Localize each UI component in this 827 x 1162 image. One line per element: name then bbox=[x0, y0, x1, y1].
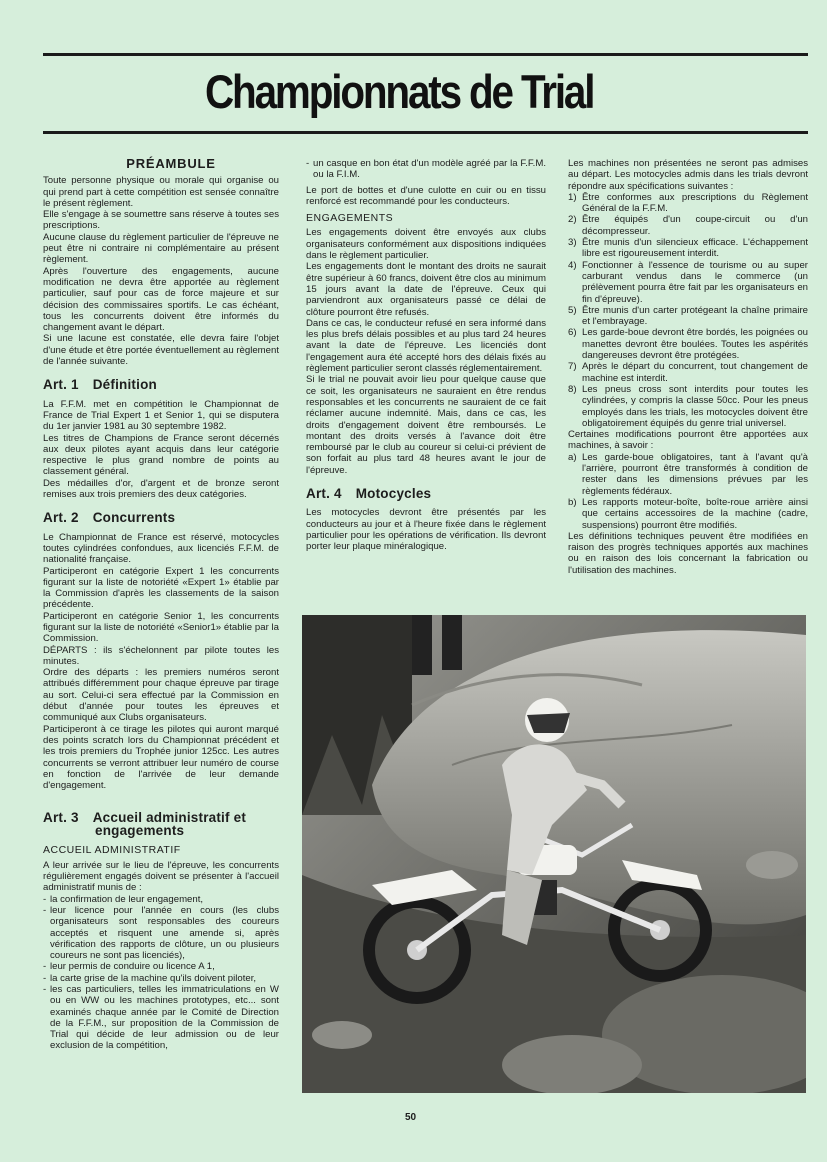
list-item: a) Les garde-boue obligatoires, tant à l'avant qu'à l'arrière, pourront être transformés à condition de rester dans les dimensions prévues par les règlements fédéraux. bbox=[568, 451, 808, 497]
list-item: 3) Être munis d'un silencieux efficace. L'échappement libre est rigoureusement interdit. bbox=[568, 237, 808, 260]
list-item: b) Les rapports moteur-boîte, boîte-roue arrière ainsi que certains accessoires de la machine (cadre, suspensions) pourront être modifiés. bbox=[568, 496, 808, 531]
list-item: - la carte grise de la machine qu'ils doivent piloter, bbox=[43, 972, 257, 984]
list-item: - un casque en bon état d'un modèle agréé par la F.F.M. ou la F.I.M. bbox=[306, 158, 546, 181]
paragraph: Toute personne physique ou morale qui organise ou qui prend part à cette compétition est sensée connaître le présent règlement. bbox=[43, 175, 279, 209]
accueil-list bbox=[43, 894, 279, 1052]
art2-number: Art. 2 bbox=[43, 510, 79, 526]
column-3 bbox=[568, 158, 808, 576]
paragraph: Ordre des départs : les premiers numéros seront attribués différemment pour chaque épreuve par tirage au sort. Celui-ci sera effectué par la Commission en début d'année pour toutes les épreuves et communiqué aux Clubs organisateurs. bbox=[43, 667, 279, 724]
paragraph: Après l'ouverture des engagements, aucune modification ne devra être apportée au règlement particulier, sauf pour cas de force majeure et sur décision des commissaires sportifs. Le cas échéant, tous les concurrents doivent être informés du changement avant le départ. bbox=[43, 265, 279, 334]
paragraph: Aucune clause du règlement particulier de l'épreuve ne peut être ni contraire ni complémentaire au présent règlement. bbox=[43, 231, 279, 266]
art2-heading bbox=[43, 510, 279, 526]
art3-heading bbox=[43, 811, 279, 837]
art2-name: Concurrents bbox=[92, 510, 176, 526]
paragraph: Les engagements dont le montant des droits ne saurait être supérieur à 60 francs, doivent être clos au minimum 15 jours avant la date de l'épreuve. Ceux qui parviendront aux organisateurs passé ce délai de clôture pourront être refusés. bbox=[306, 261, 546, 318]
paragraph: Des médailles d'or, d'argent et de bronze seront remises aux trois premiers des deux catégories. bbox=[43, 477, 279, 501]
paragraph: Si une lacune est constatée, elle devra faire l'objet d'une étude et être portée éventuellement au règlement de l'année suivante. bbox=[43, 333, 279, 368]
paragraph: Si le trial ne pouvait avoir lieu pour quelque cause que ce soit, les organisateurs ne sauraient en être rendus responsables et les concurrents ne sauraient de ce fait réclamer aucune indemnité. Mais, dans ce cas, les droits d'engagement doivent être remboursés. Le montant des droits versés à l'avance doit être remboursé par le club au coureur si celui-ci prévient de son forfait au plus tard 48 heures avant le jour de l'épreuve. bbox=[306, 374, 546, 476]
paragraph: Elle s'engage à se soumettre sans réserve à toutes ses prescriptions. bbox=[43, 209, 279, 232]
paragraph: Dans ce cas, le conducteur refusé en sera informé dans les plus brefs délais possibles et au plus tard 24 heures avant la date de l'épreuve. Les licenciés dont l'engagement aura été accepté hors des délais fixés au règlement particulier seront classés réglementairement. bbox=[306, 317, 546, 375]
preambule-heading: PRÉAMBULE bbox=[126, 156, 216, 171]
list-item: - leur permis de conduire ou licence A 1, bbox=[43, 961, 215, 973]
modifications-list bbox=[568, 452, 808, 531]
column-2 bbox=[306, 158, 546, 553]
art4-heading bbox=[306, 486, 546, 502]
page-title: Championnats de Trial bbox=[205, 65, 594, 118]
column-1 bbox=[43, 158, 279, 1052]
top-rule bbox=[43, 53, 808, 56]
paragraph: Participeront à ce tirage les pilotes qui auront marqué des points scratch lors du Championnat précédent et les trois premiers du Trophée junior 125cc. Les autres concurrents se verront attribuer leur numéro de course en fonction de l'arrivée de leur demande d'engagement. bbox=[43, 723, 279, 792]
paragraph: Les machines non présentées ne seront pas admises au départ. Les motocycles admis dans les trials devront répondre aux spécifications suivantes : bbox=[568, 158, 808, 192]
paragraph: Le Championnat de France est réservé, motocycles toutes cylindrées confondues, aux licenciés F.F.M. de nationalité française. bbox=[43, 531, 279, 566]
paragraph: Participeront en catégorie Expert 1 les concurrents figurant sur la liste de notoriété «Expert 1» établie par la Commission d'après les classements de la saison précédente. bbox=[43, 565, 279, 611]
accueil-subheading: ACCUEIL ADMINISTRATIF bbox=[43, 844, 181, 857]
art3-name-line1: Accueil administratif et bbox=[92, 810, 247, 826]
paragraph: Les définitions techniques peuvent être modifiées en raison des progrès techniques apportés aux machines ou en raison des lois concernant la fabrication ou l'utilisation des machines. bbox=[568, 530, 808, 576]
list-item: - les cas particuliers, telles les immatriculations en W ou en WW ou les machines prototypes, etc... sont examinés chaque année par le Comité de Direction de la F.F.M., sur proposition de la Commission de Trial qui décide de leur admission ou de leur exclusion de la compétition, bbox=[43, 984, 279, 1052]
list-item: - la confirmation de leur engagement, bbox=[43, 893, 204, 905]
list-item: 1) Être conformes aux prescriptions du Règlement Général de la F.F.M. bbox=[568, 191, 808, 215]
paragraph: Le port de bottes et d'une culotte en cuir ou en tissu renforcé est recommandé pour les conducteurs. bbox=[306, 184, 546, 207]
page-number: 50 bbox=[405, 1112, 417, 1123]
art1-number: Art. 1 bbox=[43, 377, 79, 393]
paragraph: A leur arrivée sur le lieu de l'épreuve, les concurrents régulièrement engagés doivent se présenter à l'accueil administratif munis de : bbox=[43, 859, 279, 894]
trial-rider-photo bbox=[302, 615, 806, 1093]
list-item: 7) Après le départ du concurrent, tout changement de machine est interdit. bbox=[568, 361, 808, 384]
paragraph: Participeront en catégorie Senior 1, les concurrents figurant sur la liste de notoriété «Senior1» établie par la Commission. bbox=[43, 610, 279, 645]
art3-name-line2: engagements bbox=[95, 823, 185, 839]
engagements-subheading: ENGAGEMENTS bbox=[306, 212, 394, 225]
paragraph: DÉPARTS : ils s'échelonnent par pilote toutes les minutes. bbox=[43, 644, 279, 667]
art4-number: Art. 4 bbox=[306, 486, 342, 502]
art4-name: Motocycles bbox=[355, 486, 432, 502]
paragraph: Les engagements doivent être envoyés aux clubs organisateurs conformément aux dispositions indiquées dans le règlement particulier. bbox=[306, 227, 546, 262]
list-item: 5) Être munis d'un carter protégeant la chaîne primaire et l'embrayage. bbox=[568, 304, 808, 328]
list-item: - leur licence pour l'année en cours (les clubs organisateurs sont responsables des coureurs acceptés et risquent une amende si, après vérification des rapports de clôture, un ou plusieurs coureurs ne sont pas licenciés), bbox=[43, 904, 279, 962]
list-item: 4) Fonctionner à l'essence de tourisme ou au super carburant vendus dans le commerce (un prélèvement pourra être fait par les organisateurs en fin d'épreuve). bbox=[568, 259, 808, 305]
paragraph: La F.F.M. met en compétition le Championnat de France de Trial Expert 1 et Senior 1, qui se disputera du 1er janvier 1981 au 30 septembre 1982. bbox=[43, 398, 279, 433]
paragraph: Les titres de Champions de France seront décernés aux deux pilotes ayant acquis dans leur catégorie respective le plus grand nombre de points au classement général. bbox=[43, 432, 279, 478]
art1-name: Définition bbox=[92, 377, 157, 393]
paragraph: Les motocycles devront être présentés par les conducteurs au jour et à l'heure fixée dans le règlement particulier pour les opérations de vérification. Ils devront porter leur plaque minéralogique. bbox=[306, 507, 546, 553]
art1-heading bbox=[43, 377, 279, 393]
list-item: 6) Les garde-boue devront être bordés, les poignées ou manettes devront être boulées. Toutes les aspérités dangereuses devront être protégées. bbox=[568, 327, 808, 362]
art3-number: Art. 3 bbox=[43, 810, 79, 826]
list-item: 2) Être équipés d'un coupe-circuit ou d'un décompresseur. bbox=[568, 214, 808, 237]
accueil-list-cont bbox=[306, 158, 546, 181]
specifications-list bbox=[568, 192, 808, 429]
title-rule bbox=[43, 131, 808, 134]
list-item: 8) Les pneus cross sont interdits pour toutes les cylindrées, y compris la classe 50cc. Pour les pneus employés dans les trials, les motocycles doivent être obligatoirement équipés du genre trial universel. bbox=[568, 383, 808, 429]
paragraph: Certaines modifications pourront être apportées aux machines, à savoir : bbox=[568, 429, 808, 452]
